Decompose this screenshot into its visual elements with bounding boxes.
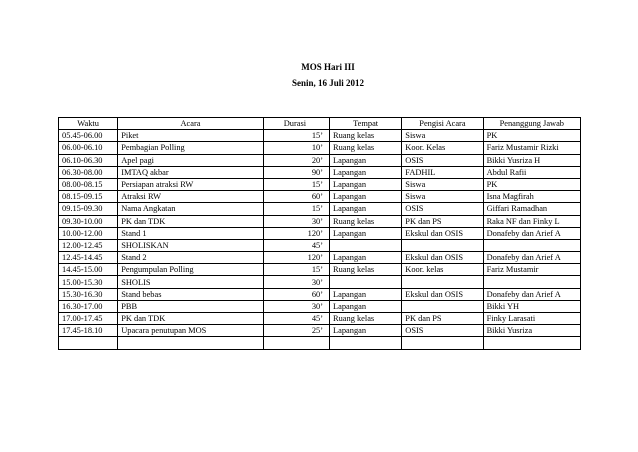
cell-acara: SHOLIS [118,276,264,288]
cell-tempat: Ruang kelas [330,142,402,154]
cell-acara: Pembagian Polling [118,142,264,154]
cell-penanggung-jawab [483,337,580,349]
cell-durasi: 15’ [263,264,329,276]
cell-acara: Persiapan atraksi RW [118,178,264,190]
cell-tempat: Lapangan [330,166,402,178]
table-row [59,337,581,349]
cell-tempat: Ruang kelas [330,215,402,227]
cell-durasi: 15’ [263,203,329,215]
cell-tempat [330,337,402,349]
cell-durasi: 30’ [263,215,329,227]
cell-pengisi-acara: Siswa [402,178,483,190]
table-row [59,215,581,227]
table-row [59,239,581,251]
cell-pengisi-acara: Ekskul dan OSIS [402,252,483,264]
cell-durasi: 15’ [263,178,329,190]
cell-durasi: 45’ [263,239,329,251]
schedule-table [58,117,581,350]
column-header-durasi: Durasi [263,118,329,130]
table-row [59,191,581,203]
cell-tempat: Ruang kelas [330,130,402,142]
cell-penanggung-jawab: Donafeby dan Arief A [483,252,580,264]
cell-waktu: 15.30-16.30 [59,288,118,300]
cell-penanggung-jawab: Isna Magfirah [483,191,580,203]
cell-penanggung-jawab: Bikki Yusriza [483,325,580,337]
cell-durasi: 30’ [263,300,329,312]
cell-penanggung-jawab: Abdul Rafii [483,166,580,178]
cell-durasi: 45’ [263,313,329,325]
column-header-acara: Acara [118,118,264,130]
cell-tempat [330,239,402,251]
table-row [59,142,581,154]
cell-durasi: 10’ [263,142,329,154]
cell-waktu: 12.00-12.45 [59,239,118,251]
cell-waktu: 10.00-12.00 [59,227,118,239]
cell-acara: Stand 2 [118,252,264,264]
cell-penanggung-jawab: Raka NF dan Finky L [483,215,580,227]
cell-durasi: 60’ [263,288,329,300]
cell-durasi [263,337,329,349]
cell-tempat: Lapangan [330,191,402,203]
cell-penanggung-jawab: Bikki YH [483,300,580,312]
cell-tempat: Lapangan [330,227,402,239]
cell-penanggung-jawab: Donafeby dan Arief A [483,288,580,300]
cell-waktu: 06.00-06.10 [59,142,118,154]
cell-tempat: Lapangan [330,178,402,190]
cell-durasi: 120’ [263,252,329,264]
cell-durasi: 25’ [263,325,329,337]
cell-waktu: 17.00-17.45 [59,313,118,325]
cell-waktu [59,337,118,349]
table-row [59,203,581,215]
cell-tempat: Lapangan [330,300,402,312]
cell-waktu: 15.00-15.30 [59,276,118,288]
cell-tempat: Lapangan [330,325,402,337]
cell-penanggung-jawab: PK [483,130,580,142]
cell-penanggung-jawab [483,276,580,288]
table-row [59,313,581,325]
cell-waktu: 12.45-14.45 [59,252,118,264]
cell-acara: Stand 1 [118,227,264,239]
cell-tempat [330,276,402,288]
table-row [59,178,581,190]
cell-pengisi-acara: PK dan PS [402,313,483,325]
cell-acara: PK dan TDK [118,215,264,227]
cell-pengisi-acara: PK dan PS [402,215,483,227]
table-row [59,276,581,288]
column-header-penanggung-jawab: Penanggung Jawab [483,118,580,130]
cell-waktu: 17.45-18.10 [59,325,118,337]
table-row [59,288,581,300]
cell-durasi: 15’ [263,130,329,142]
column-header-pengisi-acara: Pengisi Acara [402,118,483,130]
cell-acara: Atraksi RW [118,191,264,203]
table-header-row [59,118,581,130]
cell-pengisi-acara: OSIS [402,154,483,166]
cell-pengisi-acara: Koor. Kelas [402,142,483,154]
cell-acara: Nama Angkatan [118,203,264,215]
cell-pengisi-acara: Siswa [402,191,483,203]
cell-acara: Upacara penutupan MOS [118,325,264,337]
cell-acara: Pengumpulan Polling [118,264,264,276]
cell-waktu: 05.45-06.00 [59,130,118,142]
cell-tempat: Ruang kelas [330,313,402,325]
table-row [59,130,581,142]
table-row [59,252,581,264]
cell-penanggung-jawab: Bikki Yusriza H [483,154,580,166]
table-row [59,166,581,178]
cell-penanggung-jawab: Fariz Mustamir [483,264,580,276]
cell-acara: Piket [118,130,264,142]
cell-waktu: 09.30-10.00 [59,215,118,227]
cell-durasi: 60’ [263,191,329,203]
cell-waktu: 16.30-17.00 [59,300,118,312]
cell-pengisi-acara: Siswa [402,130,483,142]
table-row [59,325,581,337]
cell-pengisi-acara: Ekskul dan OSIS [402,288,483,300]
cell-acara: PK dan TDK [118,313,264,325]
cell-pengisi-acara [402,239,483,251]
table-row [59,154,581,166]
cell-pengisi-acara: Koor. kelas [402,264,483,276]
cell-durasi: 30’ [263,276,329,288]
cell-pengisi-acara: FADHIL [402,166,483,178]
cell-tempat: Ruang kelas [330,264,402,276]
document-date: Senin, 16 Juli 2012 [291,78,365,88]
cell-durasi: 120’ [263,227,329,239]
cell-acara: Apel pagi [118,154,264,166]
cell-waktu: 06.30-08.00 [59,166,118,178]
table-body [59,130,581,349]
cell-penanggung-jawab [483,239,580,251]
cell-acara: SHOLISKAN [118,239,264,251]
cell-penanggung-jawab: Fariz Mustamir Rizki [483,142,580,154]
cell-acara: PBB [118,300,264,312]
cell-waktu: 09.15-09.30 [59,203,118,215]
cell-durasi: 20’ [263,154,329,166]
table-row [59,300,581,312]
cell-waktu: 08.15-09.15 [59,191,118,203]
table-row [59,264,581,276]
document-title: MOS Hari III [301,62,355,72]
cell-waktu: 14.45-15.00 [59,264,118,276]
cell-pengisi-acara: Ekskul dan OSIS [402,227,483,239]
cell-tempat: Lapangan [330,203,402,215]
cell-tempat: Lapangan [330,288,402,300]
column-header-waktu: Waktu [59,118,118,130]
cell-acara [118,337,264,349]
cell-penanggung-jawab: Donafeby dan Arief A [483,227,580,239]
cell-pengisi-acara: OSIS [402,325,483,337]
cell-waktu: 06.10-06.30 [59,154,118,166]
cell-pengisi-acara: OSIS [402,203,483,215]
column-header-tempat: Tempat [330,118,402,130]
cell-waktu: 08.00-08.15 [59,178,118,190]
cell-durasi: 90’ [263,166,329,178]
table-row [59,227,581,239]
cell-acara: IMTAQ akbar [118,166,264,178]
cell-penanggung-jawab: Giffari Ramadhan [483,203,580,215]
cell-penanggung-jawab: Finky Larasati [483,313,580,325]
cell-acara: Stand bebas [118,288,264,300]
cell-tempat: Lapangan [330,154,402,166]
cell-pengisi-acara [402,276,483,288]
cell-pengisi-acara [402,300,483,312]
cell-tempat: Lapangan [330,252,402,264]
cell-penanggung-jawab: PK [483,178,580,190]
cell-pengisi-acara [402,337,483,349]
